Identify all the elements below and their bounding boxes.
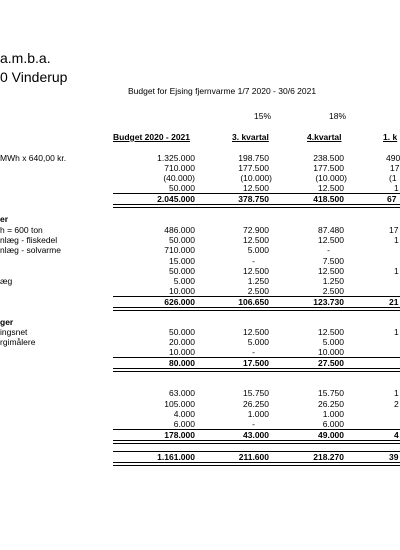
col-header-q4: 4.kvartal (307, 132, 342, 142)
cell: 50.000 (169, 183, 195, 193)
cell: 378.750 (238, 194, 269, 204)
cell: 5.000 (247, 245, 269, 255)
double-divider (113, 307, 400, 311)
cell: 177.500 (238, 163, 269, 173)
cell: 10.000 (318, 347, 344, 357)
cell: 12.500 (318, 183, 344, 193)
cell: 4.000 (173, 409, 195, 419)
cell: 6.000 (322, 419, 344, 429)
cell: 72.900 (243, 225, 269, 235)
cell: 2.500 (247, 286, 269, 296)
col-header-budget: Budget 2020 - 2021 (113, 132, 191, 142)
cell: 106.650 (238, 297, 269, 307)
cell: 4 (394, 430, 399, 440)
cell: 1 (394, 388, 399, 398)
cell: 178.000 (164, 430, 195, 440)
row-label: h = 600 ton (0, 225, 43, 235)
cell: 43.000 (243, 430, 269, 440)
cell: 80.000 (169, 358, 195, 368)
cell: 50.000 (169, 327, 195, 337)
row-label: nlæg - solvarme (0, 245, 61, 255)
col-header-q3: 3. kvartal (232, 132, 269, 142)
cell: 1 (394, 266, 399, 276)
pct-q4: 18% (329, 111, 347, 121)
section2-title: er (0, 214, 9, 224)
budget-title: Budget for Ejsing fjernvarme 1/7 2020 - 30/6 2021 (128, 86, 317, 96)
cell: 1 (394, 327, 399, 337)
row-label: æg (0, 276, 13, 286)
double-divider (113, 462, 400, 466)
double-divider (113, 204, 400, 208)
cell: 105.000 (164, 399, 195, 409)
cell: 10.000 (169, 286, 195, 296)
cell: 198.750 (238, 153, 269, 163)
company-name: a.m.b.a. (0, 50, 51, 66)
cell: 177.500 (313, 163, 344, 173)
cell: 15.000 (169, 256, 195, 266)
cell: 87.480 (318, 225, 344, 235)
cell: (40.000) (163, 173, 195, 183)
cell: 211.600 (238, 452, 269, 462)
section1-row-label: MWh x 640,00 kr. (0, 153, 67, 163)
double-divider (113, 440, 400, 444)
company-address: 0 Vinderup (0, 69, 68, 85)
cell: 5.000 (173, 276, 195, 286)
cell: 2 (394, 399, 399, 409)
cell: 1 (394, 183, 399, 193)
cell: (10.000) (315, 173, 347, 183)
cell: 1.325.000 (157, 153, 195, 163)
cell: 2.500 (322, 286, 344, 296)
cell: 20.000 (169, 337, 195, 347)
row-label: rgimålere (0, 337, 36, 347)
row-label: ingsnet (0, 327, 28, 337)
cell: 12.500 (243, 327, 269, 337)
cell: 39 (389, 452, 399, 462)
cell: 123.730 (313, 297, 344, 307)
cell: 5.000 (322, 337, 344, 347)
cell: 26.250 (243, 399, 269, 409)
cell: 710.000 (164, 163, 195, 173)
cell: 26.250 (318, 399, 344, 409)
cell: 6.000 (173, 419, 195, 429)
cell: 218.270 (313, 452, 344, 462)
cell: 1.250 (247, 276, 269, 286)
cell: 12.500 (243, 235, 269, 245)
cell: 626.000 (164, 297, 195, 307)
cell: 1.250 (322, 276, 344, 286)
cell: 1.000 (322, 409, 344, 419)
cell: 17 (389, 225, 399, 235)
cell: - (252, 256, 255, 266)
cell: 21 (389, 297, 399, 307)
cell: 12.500 (318, 235, 344, 245)
cell: - (252, 347, 255, 357)
cell: 5.000 (247, 337, 269, 347)
cell: 1.000 (247, 409, 269, 419)
cell: 10.000 (169, 347, 195, 357)
cell: 12.500 (243, 183, 269, 193)
row-label: nlæg - fliskedel (0, 235, 58, 245)
cell: 490 (386, 153, 400, 163)
cell: 12.500 (318, 327, 344, 337)
cell: 17.500 (243, 358, 269, 368)
cell: 17 (390, 163, 400, 173)
cell: 486.000 (164, 225, 195, 235)
pct-q3: 15% (254, 111, 272, 121)
cell: 49.000 (318, 430, 344, 440)
section3-title: ger (0, 317, 14, 327)
cell: (1 (389, 173, 397, 183)
cell: (10.000) (240, 173, 272, 183)
cell: 7.500 (322, 256, 344, 266)
cell: 710.000 (164, 245, 195, 255)
cell: 2.045.000 (157, 194, 195, 204)
double-divider (113, 368, 400, 372)
cell: 418.500 (313, 194, 344, 204)
cell: 12.500 (318, 266, 344, 276)
cell: 63.000 (169, 388, 195, 398)
cell: 1.161.000 (157, 452, 195, 462)
cell: 50.000 (169, 266, 195, 276)
cell: 50.000 (169, 235, 195, 245)
cell: 238.500 (313, 153, 344, 163)
cell: 15.750 (243, 388, 269, 398)
cell: 1 (394, 235, 399, 245)
cell: - (252, 419, 255, 429)
cell: 15.750 (318, 388, 344, 398)
cell: 12.500 (243, 266, 269, 276)
cell: 27.500 (318, 358, 344, 368)
cell: 67 (387, 194, 397, 204)
cell: - (327, 245, 330, 255)
col-header-q1: 1. k (383, 132, 398, 142)
